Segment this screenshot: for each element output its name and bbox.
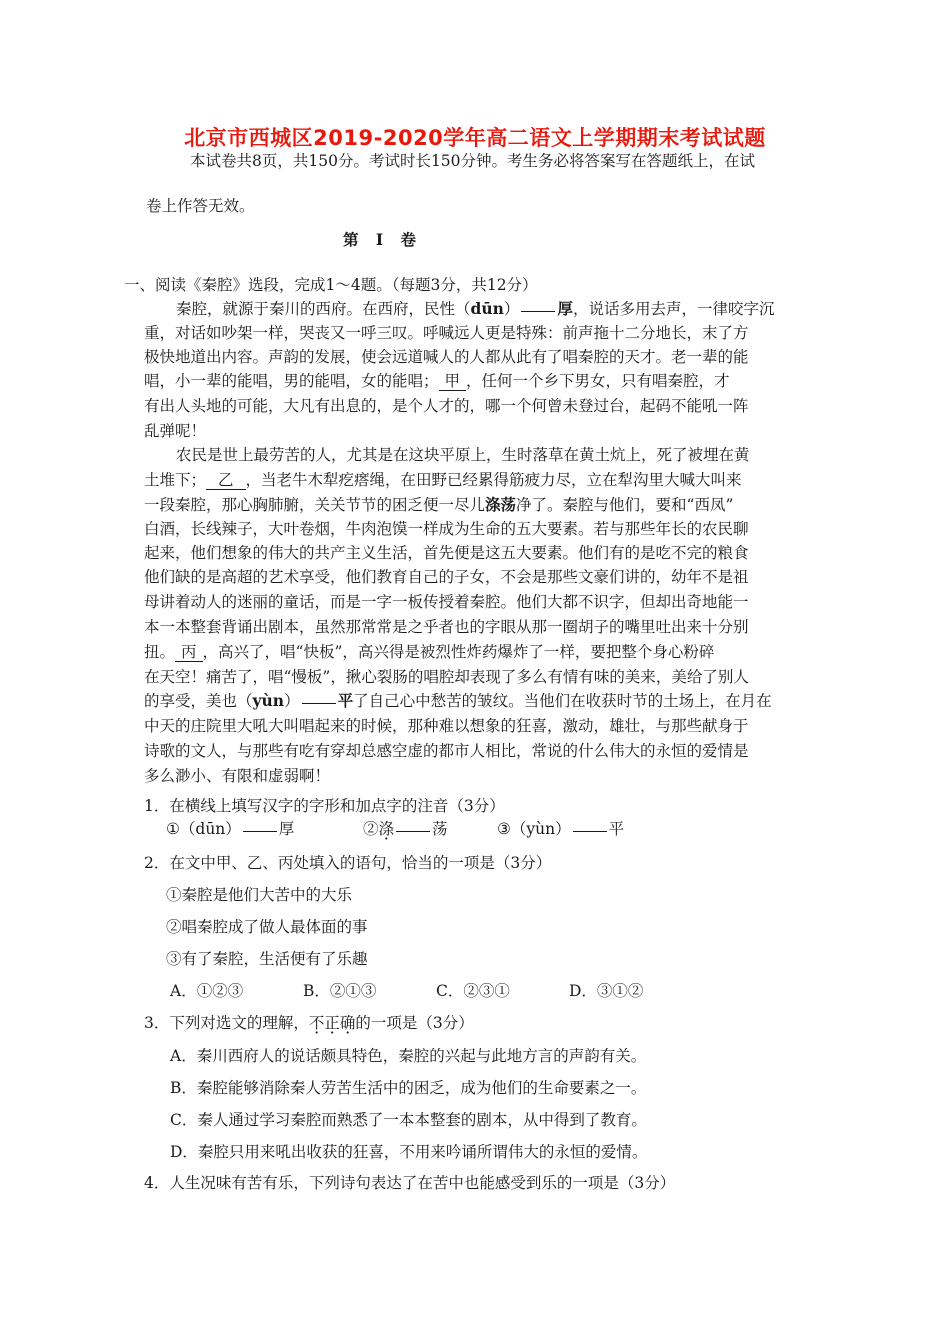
text: 了自己心中愁苦的皱纹。当他们在收获时节的土场上，在月在 <box>353 692 772 710</box>
q2-options <box>170 980 643 1002</box>
text: ） <box>503 300 520 318</box>
q3-option-d[interactable]: D．秦腔只用来吼出收获的狂喜，不用来吟诵所谓伟大的永恒的爱情。 <box>170 1143 648 1161</box>
passage-p2-line-9 <box>144 641 714 663</box>
passage-p2-line-3 <box>144 494 733 516</box>
passage-p2-line-4: 白酒，长线辣子，大叶卷烟，牛肉泡馍一样成为生命的五大要素。若与那些年长的农民聊 <box>144 520 749 538</box>
passage-p2-line-8: 本一本整套背诵出剧本，虽然那常常是之乎者也的字眼从那一圈胡子的嘴里吐出来十分别 <box>144 618 749 636</box>
pinyin: yùn <box>252 691 285 710</box>
q1-item-b <box>363 818 448 840</box>
passage-p1-line-6: 乱弹呢！ <box>144 422 207 440</box>
pinyin: dūn <box>470 299 504 318</box>
target-char: 厚 <box>557 299 573 318</box>
q1-stem: 1．在横线上填写汉字的字形和加点字的注音（3分） <box>144 797 505 815</box>
text: 的享受，美也（ <box>144 692 253 710</box>
fill-blank[interactable] <box>396 830 430 832</box>
intro-line-1: 本试卷共8页，共150分。考试时长150分钟。考生务必将答案写在答题纸上，在试 <box>190 152 756 170</box>
passage-p2-line-7: 母讲着动人的迷丽的童话，而是一字一板传授着秦腔。他们大都不识字，但却出奇地能一 <box>144 593 749 611</box>
text: 的一项是（3分） <box>355 1014 474 1032</box>
passage-p2-line-6: 他们缺的是高超的艺术享受，他们教育自己的子女，不会是那些文豪们讲的，幼年不是祖 <box>144 568 749 586</box>
text: 厚 <box>278 820 295 838</box>
dotted-char: 确 <box>339 1014 356 1032</box>
text: 唱，小一辈的能唱，男的能唱，女的能唱； <box>144 372 439 390</box>
q3-option-a[interactable]: A．秦川西府人的说话颇具特色，秦腔的兴起与此地方言的声韵有关。 <box>170 1047 647 1065</box>
text: ，说话多用去声，一律咬字沉 <box>572 300 775 318</box>
text: ，任何一个乡下男女，只有唱秦腔，才 <box>466 372 730 390</box>
passage-p2-line-11 <box>144 690 772 712</box>
text: 3．下列对选文的理解， <box>144 1014 309 1032</box>
passage-p2-line-5: 起来，他们想象的伟大的共产主义生活，首先便是这五大要素。他们有的是吃不完的粮食 <box>144 544 749 562</box>
dotted-char: 正 <box>324 1014 340 1032</box>
q2-sentence-1: ①秦腔是他们大苦中的大乐 <box>166 886 353 904</box>
passage-p1-line-5: 有出人头地的可能，大凡有出息的，是个人才的，哪一个何曾未登过台，起码不能吼一阵 <box>144 397 749 415</box>
passage-p1-line-1 <box>176 298 774 320</box>
q3-option-c[interactable]: C．秦人通过学习秦腔而熟悉了一本本整套的剧本，从中得到了教育。 <box>170 1111 647 1129</box>
q4-stem: 4．人生况味有苦有乐，下列诗句表达了在苦中也能感受到乐的一项是（3分） <box>144 1174 676 1192</box>
text: 一段秦腔，那心胸肺腑，关关节节的困乏便一尽儿 <box>144 496 486 514</box>
target-word: 涤荡 <box>485 495 517 514</box>
passage-p2-line-2 <box>144 469 742 491</box>
q2-sentence-3: ③有了秦腔，生活便有了乐趣 <box>166 950 368 968</box>
text: ，高兴了，唱“快板”，高兴得是被烈性炸药爆炸了一样，要把整个身心粉碎 <box>202 643 715 661</box>
dotted-char: 涤 <box>378 820 395 838</box>
blank-jia: 甲 <box>439 372 467 391</box>
q2-option-b[interactable]: B．②①③ <box>303 982 377 1000</box>
part1-heading: 一、阅读《秦腔》选段，完成1～4题。（每题3分，共12分） <box>124 276 538 294</box>
exam-title: 北京市西城区2019-2020学年高二语文上学期期末考试试题 <box>184 126 766 150</box>
q1-item-c <box>497 818 624 840</box>
q2-option-d[interactable]: D．③①② <box>569 982 644 1000</box>
fill-blank <box>521 310 555 312</box>
text: 净了。秦腔与他们，要和“西凤” <box>516 496 734 514</box>
q3-option-b[interactable]: B．秦腔能够消除秦人劳苦生活中的困乏，成为他们的生命要素之一。 <box>170 1079 647 1097</box>
text: 荡 <box>432 820 448 838</box>
text: ，当老牛木犁疙瘩绳，在田野已经累得筋疲力尽，立在犁沟里大喊大叫来 <box>245 471 742 489</box>
passage-p2-line-1: 农民是世上最劳苦的人，尤其是在这块平原上，生时落草在黄土炕上，死了被埋在黄 <box>176 446 750 464</box>
q2-stem: 2．在文中甲、乙、丙处填入的语句，恰当的一项是（3分） <box>144 854 552 872</box>
passage-p1-line-3: 极快地道出内容。声韵的发展，使会远道喊人的人都从此有了唱秦腔的天才。老一辈的能 <box>144 348 749 366</box>
fill-blank[interactable] <box>243 830 277 832</box>
target-char: 平 <box>337 691 354 710</box>
blank-bing: 丙 <box>175 643 203 662</box>
text: 土堆下； <box>144 471 207 489</box>
text: ） <box>284 692 300 710</box>
section-title: 第 I 卷 <box>343 230 423 249</box>
passage-p2-line-12: 中天的庄院里大吼大叫唱起来的时候，那种难以想象的狂喜，激动，雄壮，与那些献身于 <box>144 717 749 735</box>
fill-blank[interactable] <box>573 830 607 832</box>
q2-option-a[interactable]: A．①②③ <box>170 982 244 1000</box>
intro-line-2: 卷上作答无效。 <box>146 197 255 215</box>
text: 扭。 <box>144 643 176 661</box>
passage-p1-line-2: 重，对话如吵架一样，哭丧又一呼三叹。呼喊远人更是特殊：前声拖十二分地长，末了方 <box>144 324 749 342</box>
text: 秦腔，就源于秦川的西府。在西府，民性（ <box>176 300 471 318</box>
passage-p2-line-10: 在天空！痛苦了，唱“慢板”，揪心裂肠的唱腔却表现了多么有情有味的美来，美给了别人 <box>144 668 749 686</box>
q2-option-c[interactable]: C．②③① <box>436 982 510 1000</box>
q1-item-a <box>166 818 294 840</box>
passage-p1-line-4 <box>144 370 730 392</box>
q3-stem <box>144 1012 474 1034</box>
passage-p2-line-13: 诗歌的文人，与那些有吃有穿却总感空虚的都市人相比，常说的什么伟大的永恒的爱情是 <box>144 742 749 760</box>
text: ② <box>363 820 379 838</box>
text: 平 <box>608 820 625 838</box>
text: ③（yùn） <box>497 820 571 838</box>
blank-yi: 乙 <box>206 471 246 490</box>
dotted-char: 不 <box>308 1014 325 1032</box>
text: ①（dūn） <box>166 820 241 838</box>
fill-blank <box>302 702 336 704</box>
q2-sentence-2: ②唱秦腔成了做人最体面的事 <box>166 918 368 936</box>
passage-p2-line-14: 多么渺小、有限和虚弱啊！ <box>144 767 331 785</box>
